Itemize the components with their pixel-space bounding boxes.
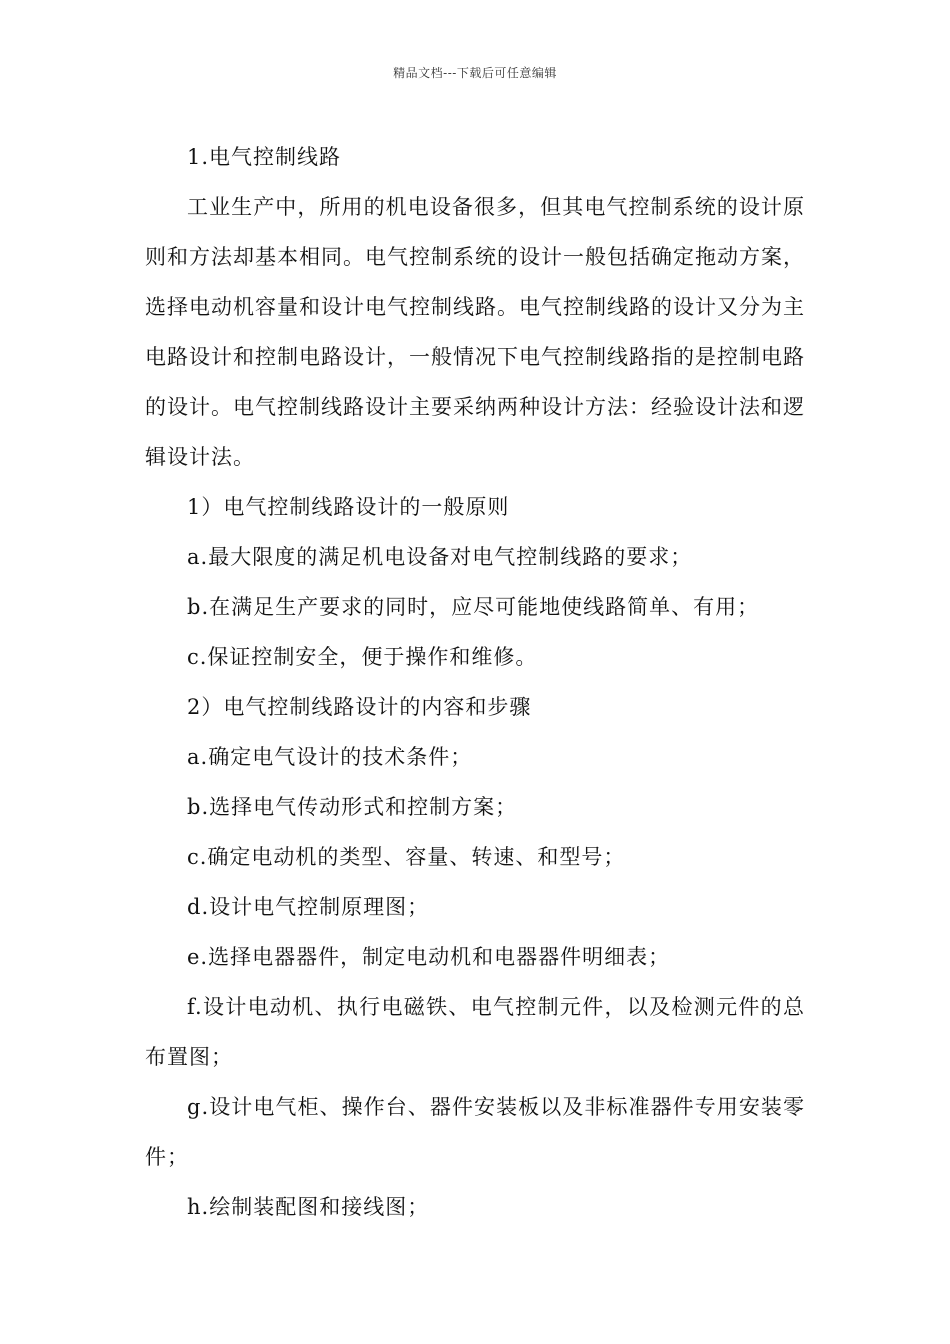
list-item: d.设计电气控制原理图；	[187, 895, 430, 919]
page-header: 精品文档---下载后可任意编辑	[393, 66, 557, 80]
intro-paragraph: 工业生产中，所用的机电设备很多，但其电气控制系统的设计原则和方法却基本相同。电气控制系统的设计一般包括确定拖动方案，选择电动机容量和设计电气控制线路。电气控制线路的设计又分为主电路设计和控制电路设计，一般情况下电气控制线路指的是控制电路的设计。电气控制线路设计主要采纳两种设计方法：经验设计法和逻辑设计法。	[145, 195, 805, 469]
list-item: b.选择电气传动形式和控制方案；	[187, 795, 518, 819]
list-item: c.保证控制安全，便于操作和维修。	[187, 645, 538, 669]
list-item: e.选择电器器件，制定电动机和电器器件明细表；	[187, 945, 671, 969]
document-body	[145, 132, 805, 1232]
list-item: f.设计电动机、执行电磁铁、电气控制元件，以及检测元件的总布置图；	[145, 995, 805, 1069]
list-item: c.确定电动机的类型、容量、转速、和型号；	[187, 845, 626, 869]
section-heading: 1.电气控制线路	[187, 145, 342, 169]
list-item: a.最大限度的满足机电设备对电气控制线路的要求；	[187, 545, 693, 569]
list-item: h.绘制装配图和接线图；	[187, 1195, 430, 1219]
subsection-heading: 1）电气控制线路设计的一般原则	[187, 495, 510, 519]
subsection-heading: 2）电气控制线路设计的内容和步骤	[187, 695, 532, 719]
list-item: b.在满足生产要求的同时，应尽可能地使线路简单、有用；	[187, 595, 760, 619]
list-item: a.确定电气设计的技术条件；	[187, 745, 473, 769]
list-item: g.设计电气柜、操作台、器件安装板以及非标准器件专用安装零件；	[145, 1095, 805, 1169]
